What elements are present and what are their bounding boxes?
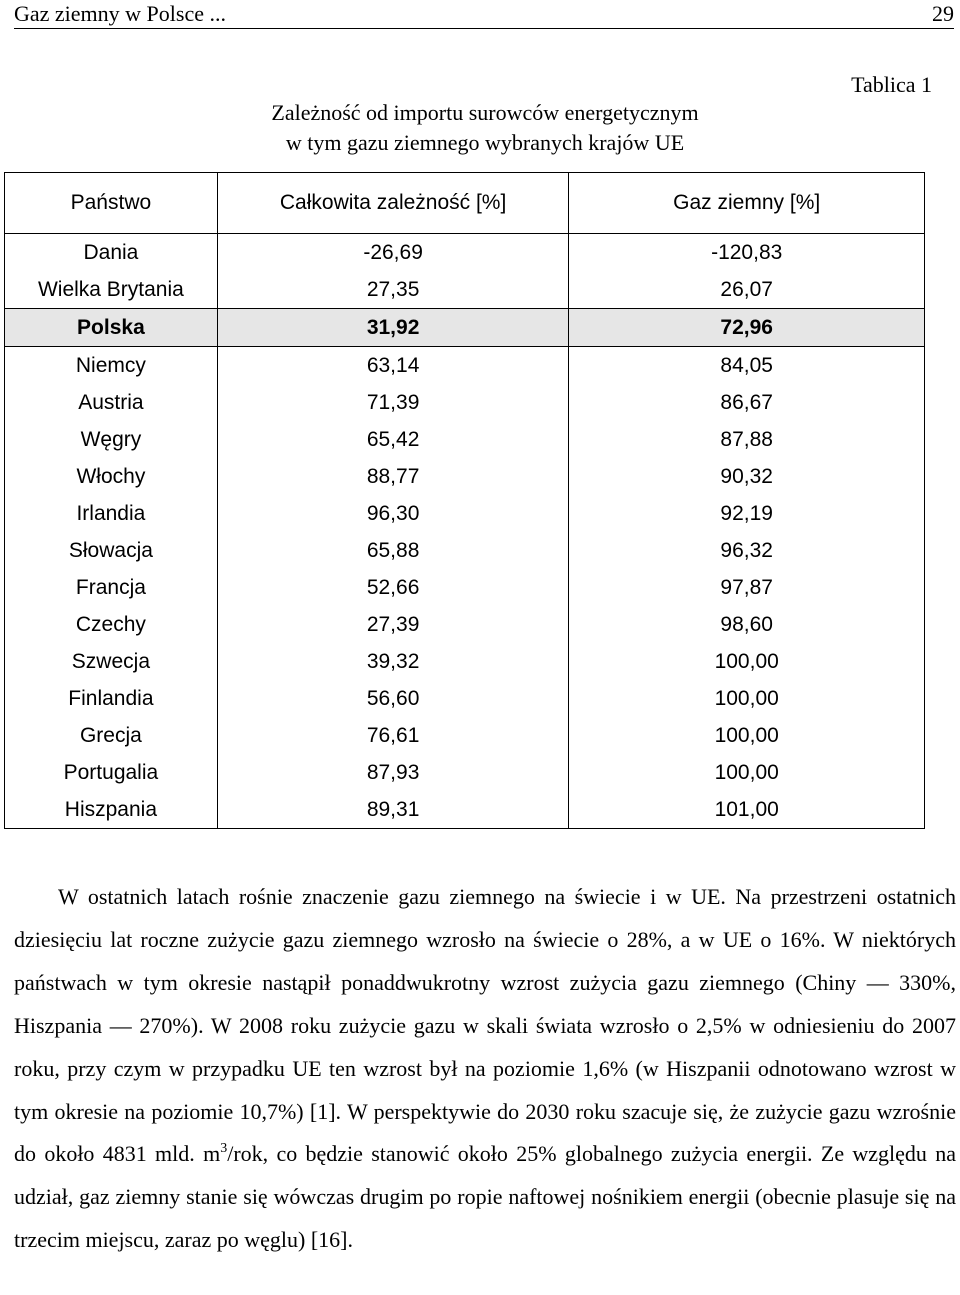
paragraph-text-part-2: /rok, co będzie stanowić około 25% globalnego zużycia energii. Ze względu na udział, gaz ziemny stanie się wówczas drugim po ropie naftowej nośnikiem energii (obecnie plasuje się na trzecim miejscu, zaraz po węglu) [16]. bbox=[14, 1141, 956, 1253]
table-row bbox=[5, 271, 925, 309]
cell-gas-dependency: 72,96 bbox=[569, 309, 925, 347]
table-row bbox=[5, 495, 925, 532]
cell-total-dependency: 63,14 bbox=[217, 347, 569, 385]
cell-country: Dania bbox=[5, 234, 218, 272]
cell-gas-dependency: 26,07 bbox=[569, 271, 925, 309]
cell-total-dependency: 31,92 bbox=[217, 309, 569, 347]
cell-gas-dependency: 98,60 bbox=[569, 606, 925, 643]
cell-total-dependency: -26,69 bbox=[217, 234, 569, 272]
table-row bbox=[5, 309, 925, 347]
cell-country: Irlandia bbox=[5, 495, 218, 532]
table-row bbox=[5, 458, 925, 495]
table-header-row bbox=[5, 173, 925, 234]
cell-total-dependency: 88,77 bbox=[217, 458, 569, 495]
cell-gas-dependency: -120,83 bbox=[569, 234, 925, 272]
cell-total-dependency: 65,88 bbox=[217, 532, 569, 569]
cell-total-dependency: 27,35 bbox=[217, 271, 569, 309]
cell-total-dependency: 65,42 bbox=[217, 421, 569, 458]
cell-gas-dependency: 87,88 bbox=[569, 421, 925, 458]
body-paragraph bbox=[14, 876, 956, 1262]
cell-total-dependency: 76,61 bbox=[217, 717, 569, 754]
table-row bbox=[5, 717, 925, 754]
running-header-title: Gaz ziemny w Polsce ... bbox=[14, 1, 226, 26]
cell-country: Czechy bbox=[5, 606, 218, 643]
cell-country: Szwecja bbox=[5, 643, 218, 680]
table-row bbox=[5, 234, 925, 272]
cell-country: Słowacja bbox=[5, 532, 218, 569]
body-text bbox=[14, 876, 956, 1262]
superscript-exponent: 3 bbox=[220, 1141, 228, 1157]
cell-gas-dependency: 92,19 bbox=[569, 495, 925, 532]
cell-total-dependency: 39,32 bbox=[217, 643, 569, 680]
cell-total-dependency: 96,30 bbox=[217, 495, 569, 532]
cell-total-dependency: 27,39 bbox=[217, 606, 569, 643]
cell-gas-dependency: 97,87 bbox=[569, 569, 925, 606]
cell-country: Niemcy bbox=[5, 347, 218, 385]
table-caption bbox=[245, 98, 725, 158]
table-row bbox=[5, 384, 925, 421]
cell-gas-dependency: 90,32 bbox=[569, 458, 925, 495]
table-row bbox=[5, 347, 925, 385]
cell-gas-dependency: 100,00 bbox=[569, 717, 925, 754]
table-row bbox=[5, 680, 925, 717]
dependency-table bbox=[4, 172, 925, 829]
cell-gas-dependency: 100,00 bbox=[569, 643, 925, 680]
cell-country: Wielka Brytania bbox=[5, 271, 218, 309]
cell-gas-dependency: 86,67 bbox=[569, 384, 925, 421]
cell-country: Francja bbox=[5, 569, 218, 606]
table-row bbox=[5, 791, 925, 829]
table-label: Tablica 1 bbox=[851, 72, 932, 97]
cell-country: Portugalia bbox=[5, 754, 218, 791]
page-number: 29 bbox=[932, 1, 954, 26]
cell-country: Austria bbox=[5, 384, 218, 421]
table-row bbox=[5, 569, 925, 606]
cell-country: Polska bbox=[5, 309, 218, 347]
cell-gas-dependency: 100,00 bbox=[569, 680, 925, 717]
column-header-country: Państwo bbox=[5, 173, 218, 234]
cell-country: Węgry bbox=[5, 421, 218, 458]
cell-total-dependency: 56,60 bbox=[217, 680, 569, 717]
cell-total-dependency: 52,66 bbox=[217, 569, 569, 606]
table-row bbox=[5, 606, 925, 643]
cell-country: Włochy bbox=[5, 458, 218, 495]
paragraph-text-part-1: W ostatnich latach rośnie znaczenie gazu ziemnego na świecie i w UE. Na przestrzeni ostatnich dziesięciu lat roczne zużycie gazu ziemnego wzrosło na świecie o 28%, a w UE o 16%. W niektórych państwach w tym okresie nastąpił ponaddwukrotny wzrost zużycia gazu ziemnego (Chiny — 330%, Hiszpania — 270%). W 2008 roku zużycie gazu w skali świata wzrosło o 2,5% w odniesieniu do 2007 roku, przy czym w przypadku UE ten wzrost był na poziomie 1,6% (w Hiszpanii odnotowano wzrost w tym okresie na poziomie 10,7%) [1]. W perspektywie do 2030 roku szacuje się, że zużycie gazu wzrośnie do około 4831 mld. m bbox=[14, 884, 956, 1167]
cell-total-dependency: 89,31 bbox=[217, 791, 569, 829]
cell-country: Grecja bbox=[5, 717, 218, 754]
cell-total-dependency: 87,93 bbox=[217, 754, 569, 791]
cell-gas-dependency: 100,00 bbox=[569, 754, 925, 791]
cell-country: Finlandia bbox=[5, 680, 218, 717]
cell-country: Hiszpania bbox=[5, 791, 218, 829]
table-row bbox=[5, 532, 925, 569]
column-header-gas-dependency: Gaz ziemny [%] bbox=[569, 173, 925, 234]
table-row bbox=[5, 421, 925, 458]
cell-gas-dependency: 96,32 bbox=[569, 532, 925, 569]
table-row bbox=[5, 643, 925, 680]
table-caption-line-2: w tym gazu ziemnego wybranych krajów UE bbox=[285, 130, 685, 155]
table-row bbox=[5, 754, 925, 791]
column-header-total-dependency: Całkowita zależność [%] bbox=[217, 173, 569, 234]
cell-total-dependency: 71,39 bbox=[217, 384, 569, 421]
cell-gas-dependency: 84,05 bbox=[569, 347, 925, 385]
cell-gas-dependency: 101,00 bbox=[569, 791, 925, 829]
running-header bbox=[14, 0, 954, 29]
table-caption-line-1: Zależność od importu surowców energetycznym bbox=[271, 100, 699, 125]
